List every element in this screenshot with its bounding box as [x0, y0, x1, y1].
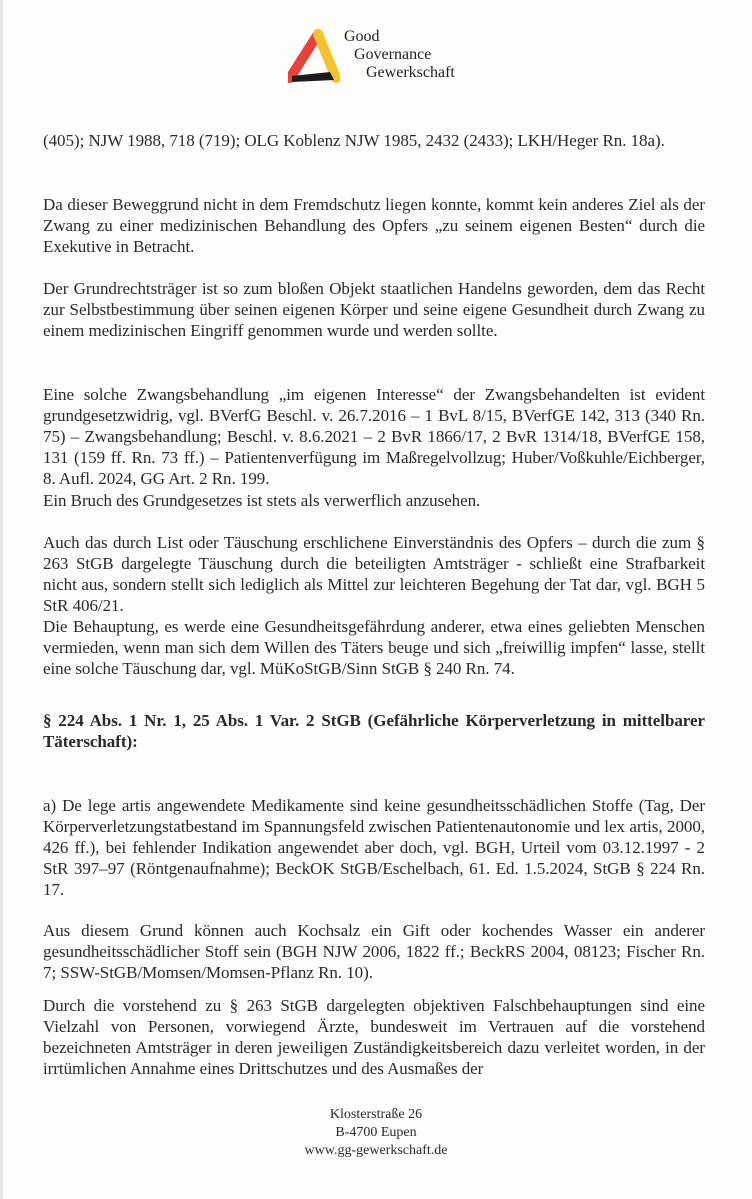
logo-line-gewerkschaft: Gewerkschaft [366, 64, 455, 81]
paragraph-citation-continued: (405); NJW 1988, 718 (719); OLG Koblenz NJW 1985, 2432 (2433); LKH/Heger Rn. 18a). [43, 131, 665, 150]
page-edge [0, 0, 3, 1199]
footer-city: B-4700 Eupen [335, 1125, 417, 1140]
paragraph-breach-constitution: Ein Bruch des Grundgesetzes ist stets als verwerflich anzusehen. [43, 491, 481, 510]
paragraph-deception-consent: Auch das durch List oder Täuschung erschlichene Einverständnis des Opfers – durch die zum § 263 StGB dargelegte Täuschung durch die beteiligten Amtsträger - schließt eine Strafbarkeit nicht aus, sondern stellt sich lediglich als Mittel zur leichteren Begehung der Tat dar, vgl. BGH 5 StR 406/21. [43, 533, 705, 615]
paragraph-false-claims: Durch die vorstehend zu § 263 StGB dargelegten objektiven Falschbehauptungen sind eine Vielzahl von Personen, vorwiegend Ärzte, bundesweit im Vertrauen auf die vorstehend bezeichneten Amtsträger in deren jeweiligen Zuständigkeitsbereich dazu verleitet worden, in der irrtümlichen Annahme eines Drittschutzes und des Ausmaßes der [43, 996, 705, 1078]
paragraph-object-of-state: Der Grundrechtsträger ist so zum bloßen Objekt staatlichen Handelns geworden, dem das Recht zur Selbstbestimmung über seinen eigenen Körper und seine eigene Gesundheit durch Zwang zu einem medizinischen Eingriff genommen wurde und werden sollte. [43, 279, 705, 340]
footer-website[interactable]: www.gg-gewerkschaft.de [304, 1143, 448, 1158]
paragraph-claim-deception: Die Behauptung, es werde eine Gesundheitsgefährdung anderer, etwa eines geliebten Menschen vermieden, wenn man sich dem Willen des Täters beuge und sich „freiwillig impfen“ lasse, stellt eine solche Täuschung dar, vgl. MüKoStGB/Sinn StGB § 240 Rn. 74. [43, 617, 705, 678]
paragraph-forced-treatment: Eine solche Zwangsbehandlung „im eigenen Interesse“ der Zwangsbehandelten ist evident grundgesetzwidrig, vgl. BVerfG Beschl. v. 26.7.2016 – 1 BvL 8/15, BVerfGE 142, 313 (340 Rn. 75) – Zwangsbehandlung; Beschl. v. 8.6.2021 – 2 BvR 1866/17, 2 BvR 1314/18, BVerfGE 158, 131 (159 ff. Rn. 73 ff.) – Patientenverfügung im Maßregelvollzug; Huber/Voßkuhle/Eichberger, 8. Aufl. 2024, GG Art. 2 Rn. 199. [43, 385, 705, 488]
paragraph-salt-poison: Aus diesem Grund können auch Kochsalz ein Gift oder kochendes Wasser ein anderer gesundheitsschädlicher Stoff sein (BGH NJW 2006, 1822 ff.; BeckRS 2004, 08123; Fischer Rn. 7; SSW-StGB/Momsen/Momsen-Pflanz Rn. 10). [43, 921, 705, 982]
footer-address [0, 1106, 752, 1160]
logo-text [344, 28, 455, 82]
paragraph-motive: Da dieser Beweggrund nicht in dem Fremdschutz liegen konnte, kommt kein anderes Ziel als der Zwang zu einer medizinischen Behandlung des Opfers „zu seinem eigenen Besten“ durch die Exekutive in Betracht. [43, 195, 705, 256]
logo-line-good: Good [344, 28, 380, 45]
triangle-logo-icon [288, 28, 340, 84]
section-heading-224: § 224 Abs. 1 Nr. 1, 25 Abs. 1 Var. 2 StGB (Gefährliche Körperverletzung in mittelbarer Täterschaft): [43, 711, 705, 751]
footer-street: Klosterstraße 26 [329, 1107, 423, 1122]
logo [288, 20, 478, 90]
logo-line-governance: Governance [354, 46, 432, 63]
paragraph-medication: a) De lege artis angewendete Medikamente sind keine gesundheitsschädlichen Stoffe (Tag, Der Körperverletzungstatbestand im Spannungsfeld zwischen Patientenautonomie und lex artis, 2000, 426 ff.), bei fehlender Indikation angewendet aber doch, vgl. BGH, Urteil vom 03.12.1997 - 2 StR 397–97 (Röntgenaufnahme); BeckOK StGB/Eschelbach, 61. Ed. 1.5.2024, StGB § 224 Rn. 17. [43, 796, 705, 899]
